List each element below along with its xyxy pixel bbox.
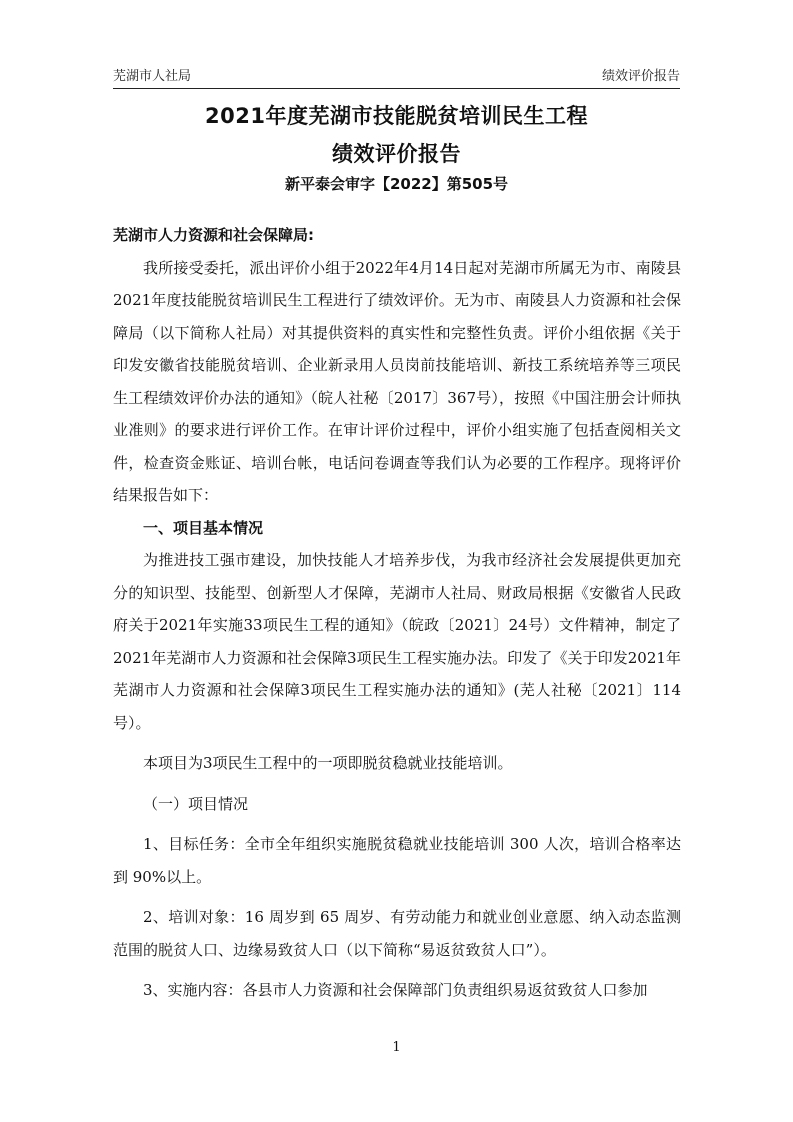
header-left-text: 芜湖市人社局 — [113, 69, 192, 84]
subsection-heading-project: （一）项目情况 — [143, 794, 249, 813]
addressee: 芜湖市人力资源和社会保障局: — [113, 226, 314, 244]
header-right-text: 绩效评价报告 — [601, 69, 680, 84]
report-title-line2: 绩效评价报告 — [332, 142, 461, 166]
section-heading-basic-info: 一、项目基本情况 — [143, 518, 264, 537]
document-number: 新平泰会审字【2022】第505号 — [284, 175, 509, 193]
document-body — [113, 219, 681, 1007]
paragraph-project-scope: 本项目为3项民生工程中的一项即脱贫稳就业技能培训。 — [143, 754, 513, 772]
paragraph-background: 为推进技工强市建设，加快技能人才培养步伐，为我市经济社会发展提供更加充分的知识型、技能型、创新型人才保障，芜湖市人社局、财政局根据《安徽省人民政府关于2021年实施33项民生工程的通知》（皖政〔2021〕24号）文件精神，制定了2021年芜湖市人力资源和社会保障3项民生工程实施办法。印发了《关于印发2021年芜湖市人力资源和社会保障3项民生工程实施办法的通知》(芜人社秘〔2021〕114号）。 — [113, 551, 681, 732]
paragraph-training-target: 2、培训对象：16 周岁到 65 周岁、有劳动能力和就业创业意愿、纳入动态监测范围的脱贫人口、边缘易致贫人口（以下简称“易返贫致贫人口”）。 — [113, 908, 681, 959]
page-header — [113, 60, 680, 89]
page-number: 1 — [392, 1040, 401, 1055]
paragraph-implementation: 3、实施内容：各县市人力资源和社会保障部门负责组织易返贫致贫人口参加 — [143, 981, 648, 999]
paragraph-intro: 我所接受委托，派出评价小组于2022年4月14日起对芜湖市所属无为市、南陵县2021年度技能脱贫培训民生工程进行了绩效评价。无为市、南陵县人力资源和社会保障局（以下简称人社局）对其提供资料的真实性和完整性负责。评价小组依据《关于印发安徽省技能脱贫培训、企业新录用人员岗前技能培训、新技工系统培养等三项民生工程绩效评价办法的通知》（皖人社秘〔2017〕367号），按照《中国注册会计师执业准则》的要求进行评价工作。在审计评价过程中，评价小组实施了包括查阅相关文件，检查资金账证、培训台帐，电话问卷调查等我们认为必要的工作程序。现将评价结果报告如下： — [113, 258, 681, 504]
report-title-line1: 2021年度芜湖市技能脱贫培训民生工程 — [205, 104, 588, 128]
paragraph-target-task: 1、目标任务：全市全年组织实施脱贫稳就业技能培训 300 人次，培训合格率达到 90%以上。 — [113, 835, 681, 886]
